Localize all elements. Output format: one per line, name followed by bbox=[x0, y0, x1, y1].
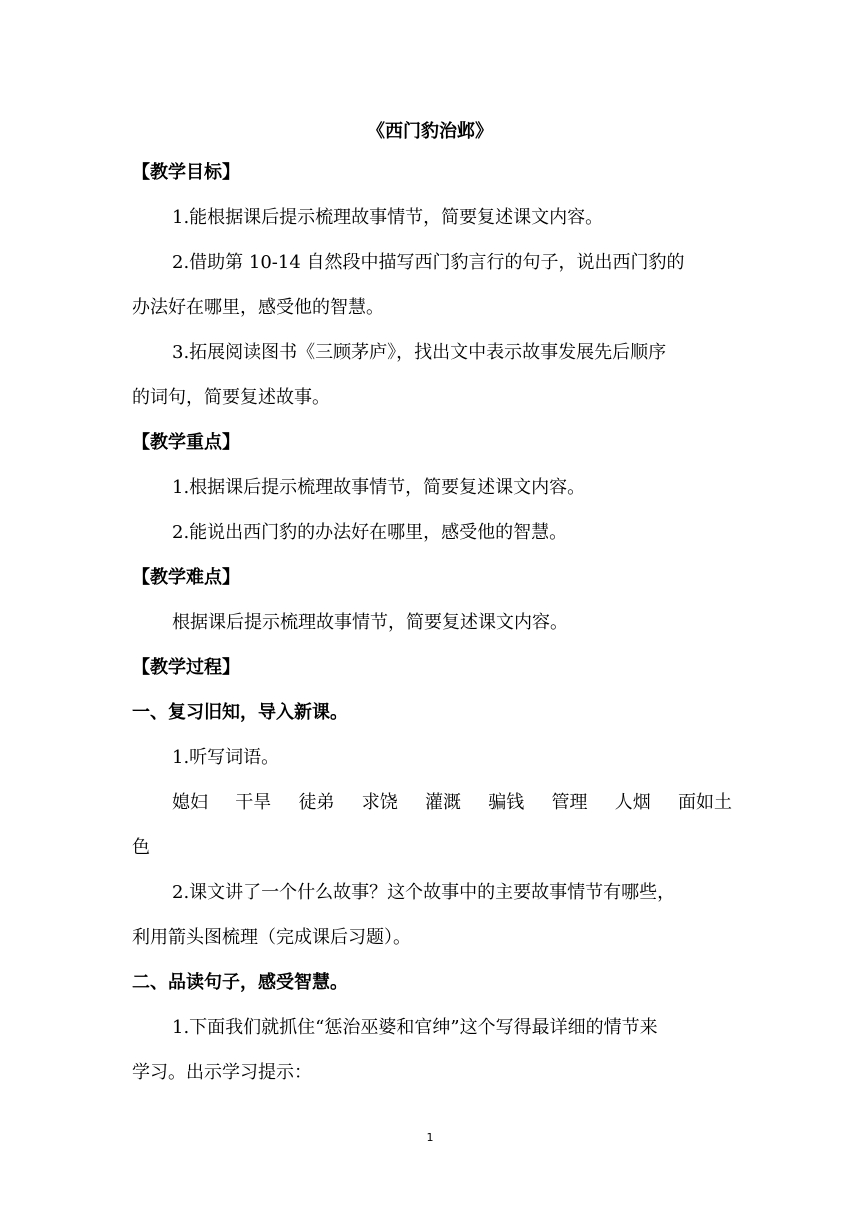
vocab-word: 管理 bbox=[551, 792, 588, 813]
objective-item-3-line-2: 的词句，简要复述故事。 bbox=[132, 387, 330, 408]
process-part-2-heading: 二、品读句子，感受智慧。 bbox=[132, 972, 348, 993]
objective-item-3-line-1: 3.拓展阅读图书《三顾茅庐》，找出文中表示故事发展先后顺序 bbox=[172, 342, 667, 363]
objective-item-2-line-2: 办法好在哪里，感受他的智慧。 bbox=[132, 297, 384, 318]
document-title: 《西门豹治邺》 bbox=[367, 121, 493, 142]
difficulty-item-1: 根据课后提示梳理故事情节，简要复述课文内容。 bbox=[172, 612, 568, 633]
vocab-word: 徒弟 bbox=[298, 792, 335, 813]
process-part-1-item-2-line-2: 利用箭头图梳理（完成课后习题）。 bbox=[132, 927, 411, 948]
key-points-heading: 【教学重点】 bbox=[132, 432, 240, 453]
vocab-word: 媳妇 bbox=[172, 792, 208, 813]
objectives-heading: 【教学目标】 bbox=[132, 162, 240, 183]
vocab-word: 面如土 bbox=[678, 792, 732, 813]
vocabulary-wrap: 色 bbox=[132, 837, 150, 858]
vocab-word: 骗钱 bbox=[488, 792, 525, 813]
process-part-1-heading: 一、复习旧知，导入新课。 bbox=[132, 702, 348, 723]
vocab-word: 人烟 bbox=[614, 792, 651, 813]
vocab-word: 灌溉 bbox=[425, 792, 461, 813]
process-part-1-item-1: 1.听写词语。 bbox=[172, 747, 280, 768]
vocab-word: 干旱 bbox=[235, 792, 272, 813]
process-part-2-item-1-line-1: 1.下面我们就抓住“惩治巫婆和官绅”这个写得最详细的情节来 bbox=[172, 1017, 658, 1038]
objective-item-1: 1.能根据课后提示梳理故事情节，简要复述课文内容。 bbox=[172, 207, 604, 228]
vocab-word: 求饶 bbox=[361, 792, 398, 813]
vocabulary-list bbox=[172, 791, 732, 815]
page-number: 1 bbox=[426, 1131, 434, 1144]
key-point-item-2: 2.能说出西门豹的办法好在哪里，感受他的智慧。 bbox=[172, 522, 568, 543]
process-heading: 【教学过程】 bbox=[132, 657, 240, 678]
objective-item-2-line-1: 2.借助第 10-14 自然段中描写西门豹言行的句子，说出西门豹的 bbox=[172, 252, 685, 273]
process-part-2-item-1-line-2: 学习。出示学习提示： bbox=[132, 1062, 312, 1083]
process-part-1-item-2-line-1: 2.课文讲了一个什么故事？这个故事中的主要故事情节有哪些， bbox=[172, 882, 676, 903]
key-point-item-1: 1.根据课后提示梳理故事情节，简要复述课文内容。 bbox=[172, 477, 586, 498]
difficulty-heading: 【教学难点】 bbox=[132, 567, 240, 588]
